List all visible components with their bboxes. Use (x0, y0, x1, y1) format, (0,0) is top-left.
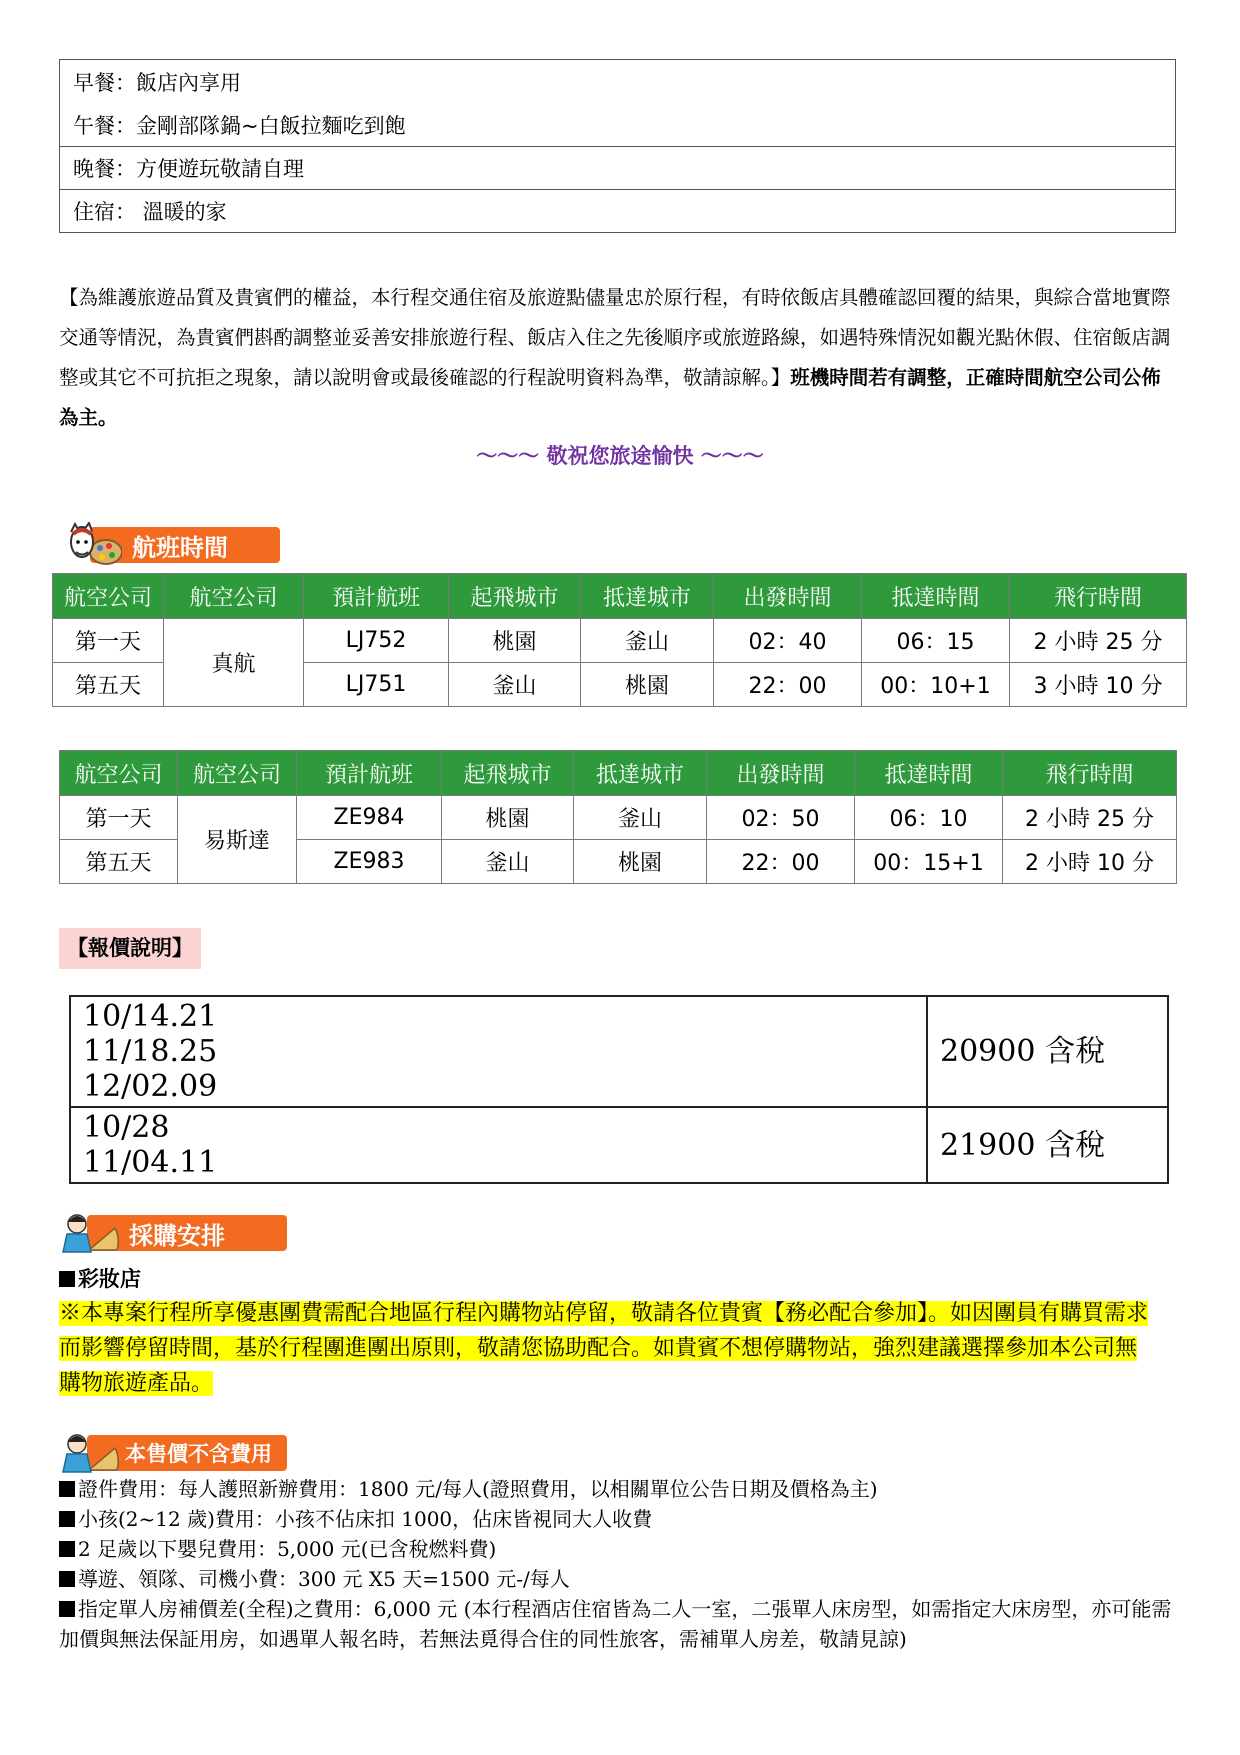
arrival-cell: 00：10+1 (862, 663, 1010, 707)
day-cell: 第一天 (53, 619, 164, 663)
store-name: 彩妝店 (78, 1267, 141, 1291)
flight-table-header (53, 574, 1187, 619)
header-cell: 預計航班 (297, 751, 442, 796)
fan-girl-mascot-icon (59, 1430, 119, 1474)
duration-cell: 3 小時 10 分 (1010, 663, 1187, 707)
exclusions-section-badge (59, 1430, 289, 1472)
header-cell: 飛行時間 (1010, 574, 1187, 619)
shopping-section-title: 採購安排 (87, 1215, 287, 1251)
header-cell: 抵達城市 (574, 751, 707, 796)
table-row (70, 1107, 1168, 1183)
shopping-store (59, 1263, 141, 1293)
header-cell: 航空公司 (178, 751, 297, 796)
list-item: 證件費用：每人護照新辦費用：1800 元/每人(證照費用，以相關單位公告日期及價格為主) (59, 1474, 1179, 1504)
price-date: 11/18.25 (83, 1034, 218, 1069)
wish-line: ～～～ 敬祝您旅途愉快 ～～～ (476, 444, 764, 468)
list-item: 指定單人房補價差(全程)之費用：6,000 元 (本行程酒店住宿皆為二人一室，二張單人床房型，如需指定大床房型，亦可能需加價與無法保証用房，如遇單人報名時，若無法覓得合住的同性旅客，需補單人房差，敬請見諒) (59, 1597, 1172, 1651)
header-cell: 抵達時間 (862, 574, 1010, 619)
price-value-cell: 21900 含稅 (927, 1107, 1168, 1183)
to-city-cell: 釜山 (574, 796, 707, 840)
header-cell: 航空公司 (53, 574, 164, 619)
flight-number-cell: ZE983 (297, 840, 442, 884)
header-cell: 起飛城市 (442, 751, 574, 796)
flight-table-1 (52, 573, 1187, 707)
flight-number-cell: ZE984 (297, 796, 442, 840)
price-dates-cell (70, 1107, 927, 1183)
bullet-square-icon (59, 1481, 75, 1497)
from-city-cell: 桃園 (449, 619, 581, 663)
bullet-square-icon (59, 1571, 75, 1587)
list-item: 小孩(2~12 歲)費用：小孩不佔床扣 1000，佔床皆視同大人收費 (59, 1504, 1179, 1534)
exclusions-list (59, 1474, 1179, 1654)
header-cell: 抵達城市 (581, 574, 714, 619)
itinerary-notice (59, 278, 1179, 438)
day-cell: 第五天 (53, 663, 164, 707)
header-cell: 飛行時間 (1003, 751, 1177, 796)
exclusions-section-title: 本售價不含費用 (87, 1435, 287, 1471)
price-date: 11/04.11 (83, 1145, 218, 1180)
meal-lodging: 住宿： 溫暖的家 (60, 189, 1175, 232)
flight-table-header (60, 751, 1177, 796)
price-dates-cell (70, 996, 927, 1107)
flight-section-title: 航班時間 (90, 527, 280, 563)
flight-number-cell: LJ752 (304, 619, 449, 663)
bullet-square-icon (59, 1601, 75, 1617)
header-cell: 起飛城市 (449, 574, 581, 619)
header-cell: 出發時間 (707, 751, 855, 796)
notice-bold: 班機時間若有調整，正確時間航空公司公佈為主。 (59, 366, 1161, 429)
departure-cell: 22：00 (714, 663, 862, 707)
price-value-cell: 20900 含稅 (927, 996, 1168, 1107)
from-city-cell: 桃園 (442, 796, 574, 840)
departure-cell: 02：40 (714, 619, 862, 663)
bullet-square-icon (59, 1541, 75, 1557)
meal-lunch: 午餐：金剛部隊鍋~白飯拉麵吃到飽 (73, 113, 406, 138)
shopping-note-text: ※本專案行程所享優惠團費需配合地區行程內購物站停留，敬請各位貴賓【務必配合參加】。如因團員有購買需求而影響停留時間，基於行程團進團出原則，敬請您協助配合。如貴賓不想停購物站，強烈建議選擇參加本公司無購物旅遊產品。 (59, 1301, 1149, 1396)
bullet-square-icon (59, 1271, 75, 1287)
to-city-cell: 桃園 (581, 663, 714, 707)
quote-label: 【報價說明】 (59, 928, 201, 969)
to-city-cell: 桃園 (574, 840, 707, 884)
day-cell: 第一天 (60, 796, 178, 840)
duration-cell: 2 小時 25 分 (1003, 796, 1177, 840)
table-row (60, 796, 1177, 840)
flight-section-badge (62, 522, 282, 564)
arrival-cell: 06：10 (855, 796, 1003, 840)
price-table (69, 995, 1169, 1184)
shopping-note (59, 1296, 1155, 1401)
arrival-cell: 06：15 (862, 619, 1010, 663)
header-cell: 抵達時間 (855, 751, 1003, 796)
flight-table-2 (59, 750, 1177, 884)
arrival-cell: 00：15+1 (855, 840, 1003, 884)
bullet-square-icon (59, 1511, 75, 1527)
price-date: 10/14.21 (83, 999, 218, 1034)
shopping-section-badge (59, 1210, 289, 1252)
price-date: 10/28 (83, 1110, 170, 1145)
header-cell: 航空公司 (60, 751, 178, 796)
table-row (70, 996, 1168, 1107)
flight-number-cell: LJ751 (304, 663, 449, 707)
fan-girl-mascot-icon (59, 1210, 119, 1254)
price-date: 12/02.09 (83, 1069, 218, 1104)
notice-text: 【為維護旅遊品質及貴賓們的權益，本行程交通住宿及旅遊點儘量忠於原行程，有時依飯店具體確認回覆的結果，與綜合當地實際交通等情況，為貴賓們斟酌調整並妥善安排旅遊行程、飯店入住之先後順序或旅遊路線，如遇特殊情況如觀光點休假、住宿飯店調整或其它不可抗拒之現象，請以說明會或最後確認的行程說明資料為準，敬請諒解。】 (59, 286, 1171, 389)
header-cell: 出發時間 (714, 574, 862, 619)
from-city-cell: 釜山 (442, 840, 574, 884)
airline-cell: 真航 (164, 619, 304, 707)
header-cell: 航空公司 (164, 574, 304, 619)
from-city-cell: 釜山 (449, 663, 581, 707)
duration-cell: 2 小時 10 分 (1003, 840, 1177, 884)
list-item: 導遊、領隊、司機小費：300 元 X5 天=1500 元-/每人 (59, 1564, 1179, 1594)
header-cell: 預計航班 (304, 574, 449, 619)
departure-cell: 22：00 (707, 840, 855, 884)
meals-box (59, 59, 1176, 233)
list-item: 2 足歲以下嬰兒費用：5,000 元(已含稅燃料費) (59, 1534, 1179, 1564)
day-cell: 第五天 (60, 840, 178, 884)
airline-cell: 易斯達 (178, 796, 297, 884)
to-city-cell: 釜山 (581, 619, 714, 663)
table-row (53, 619, 1187, 663)
meal-breakfast: 早餐：飯店內享用 (73, 70, 241, 95)
departure-cell: 02：50 (707, 796, 855, 840)
meal-dinner: 晚餐：方便遊玩敬請自理 (60, 146, 1175, 189)
duration-cell: 2 小時 25 分 (1010, 619, 1187, 663)
horse-mascot-icon (62, 522, 122, 566)
